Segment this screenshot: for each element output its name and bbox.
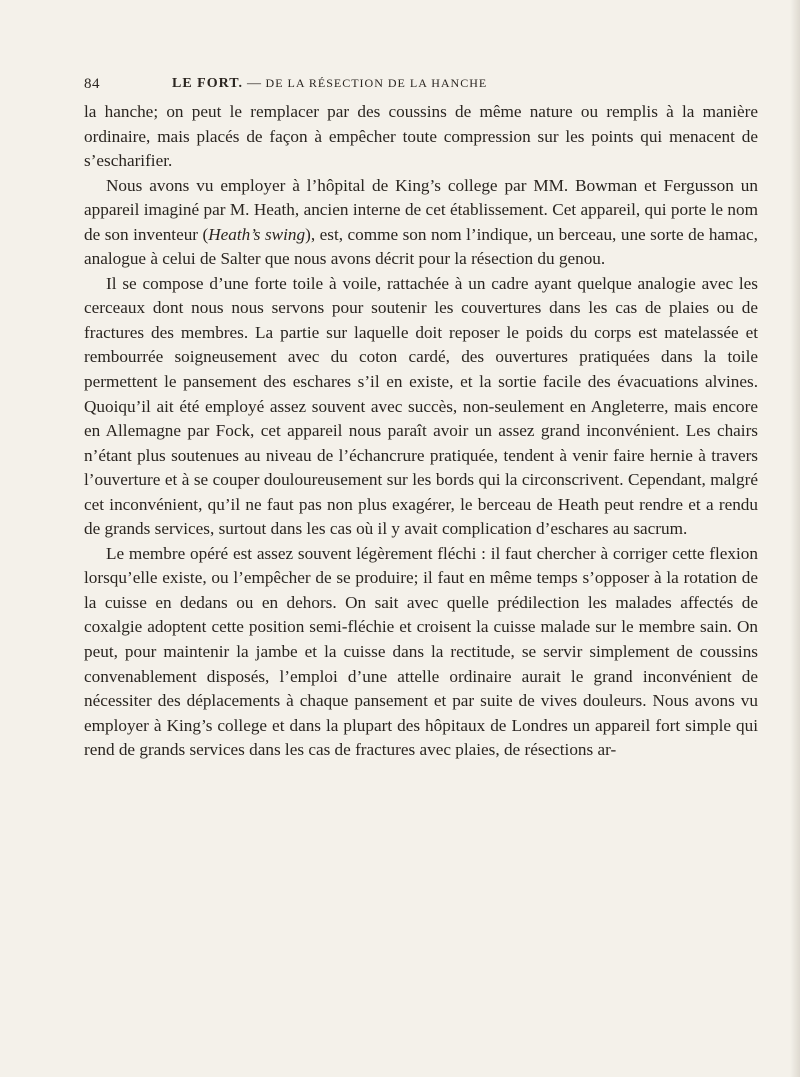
paragraph-1 bbox=[84, 100, 758, 174]
body-text bbox=[84, 100, 758, 763]
page-edge-shadow bbox=[790, 0, 800, 1077]
paragraph-3 bbox=[84, 272, 758, 542]
page-number: 84 bbox=[84, 76, 100, 92]
running-head bbox=[172, 76, 487, 92]
paragraph-text: la hanche; on peut le remplacer par des coussins de même nature ou remplis à la manière ordinaire, mais placés de façon à empêcher toute compression sur les points qui menacent de s’escharifier. bbox=[84, 102, 758, 171]
running-head-author: LE FORT. bbox=[172, 76, 244, 91]
paragraph-text-after: ), est, comme son nom l’indique, un berceau, une sorte de hamac, analogue à celui de Salter que nous avons décrit pour la résection du genou. bbox=[84, 224, 758, 269]
paragraph-text: Il se compose d’une forte toile à voile, rattachée à un cadre ayant quelque analogie avec les cerceaux dont nous nous servons pour soutenir les couvertures dans les cas de plaies ou de fractures des membres. La partie sur laquelle doit reposer le poids du corps est matelassée et rembourrée soigneusement avec du coton cardé, des ouvertures pratiquées dans la toile permettent le pansement des eschares s’il en existe, et la sortie facile des évacuations alvines. Quoiqu’il ait été employé assez souvent avec succès, non-seulement en Angleterre, mais encore en Allemagne par Fock, cet appareil nous paraît avoir un assez grand inconvénient. Les chairs n’étant plus soutenues au niveau de l’échancrure pratiquée, tendent à venir faire hernie à travers l’ouverture et à se couper douloureusement sur les bords qui la circonscrivent. Cependant, malgré cet inconvénient, qu’il ne faut pas non plus exagérer, le berceau de Heath peut rendre et a rendu de grands services, surtout dans les cas où il y avait complication d’eschares au sacrum. bbox=[84, 273, 758, 539]
paragraph-text: Le membre opéré est assez souvent légèrement fléchi : il faut chercher à corriger cette flexion lorsqu’elle existe, ou l’empêcher de se produire; il faut en même temps s’opposer à la rotation de la cuisse en dedans ou en dehors. On sait avec quelle prédilection les malades affectés de coxalgie adoptent cette position semi-fléchie et croisent la cuisse malade sur le membre sain. On peut, pour maintenir la jambe et la cuisse dans la rectitude, se servir simplement de coussins convenablement disposés, l’emploi d’une attelle ordinaire aurait le grand inconvénient de nécessiter des déplacements à chaque pansement et par suite de vives douleurs. Nous avons vu employer à King’s college et dans la plupart des hôpitaux de Londres un appareil fort simple qui rend de grands services dans les cas de fractures avec plaies, de résections ar- bbox=[84, 543, 758, 760]
paragraph-2 bbox=[84, 174, 758, 272]
paragraph-4 bbox=[84, 542, 758, 763]
italic-term: Heath’s swing bbox=[208, 224, 306, 244]
running-head-title: DE LA RÉSECTION DE LA HANCHE bbox=[265, 76, 488, 90]
paragraph-text: Nous avons vu employer à l’hôpital de King’s college par MM. Bowman et Fergusson un appareil imaginé par M. Heath, ancien interne de cet établissement. Cet appareil, qui porte le nom de son inventeur ( bbox=[84, 175, 758, 244]
running-head-separator: — bbox=[243, 76, 266, 91]
page-header bbox=[84, 76, 758, 96]
